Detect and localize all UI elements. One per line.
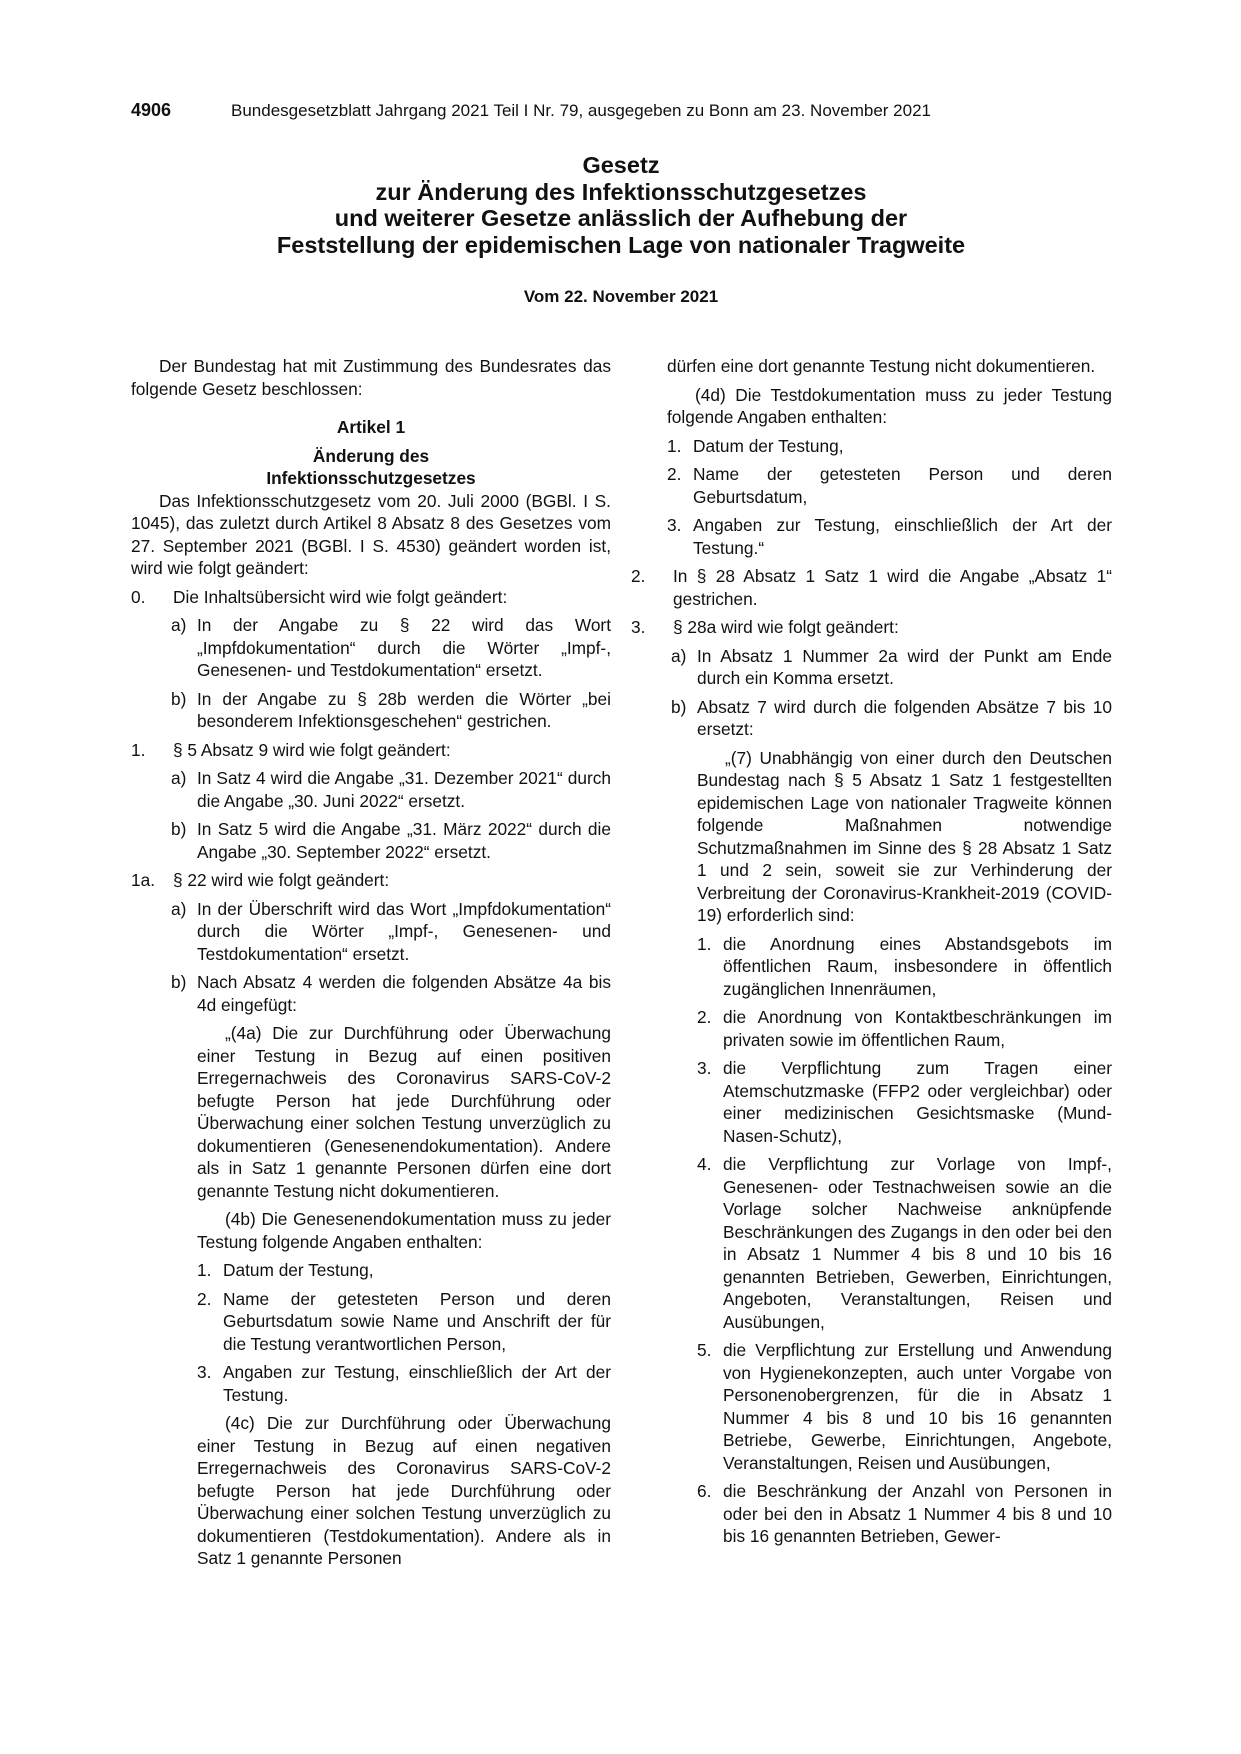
item-marker: 6. (697, 1481, 712, 1501)
item-marker: 0. (131, 586, 146, 607)
item-marker: 2. (631, 566, 646, 586)
title-line-1: Gesetz (582, 152, 660, 178)
item-marker: 3. (667, 515, 682, 535)
page-number: 4906 (131, 100, 172, 120)
item-marker: 3. (631, 617, 646, 637)
item-text: In der Überschrift wird das Wort „Impfdokumentation“ durch die Wörter „Impf-, Genesenen- und Testdokumentation“ ersetzt. (197, 898, 611, 964)
list-item (697, 1153, 1112, 1333)
running-header (131, 100, 1011, 124)
item-marker: b) (171, 819, 187, 839)
law-title (131, 152, 1111, 258)
left-column (131, 355, 611, 1576)
item-text: Name der getesteten Person und deren Geburtsdatum sowie Name und Anschrift der für die Testung verantwortlichen Person, (223, 1288, 611, 1354)
list-item (171, 688, 611, 733)
item-text: die Verpflichtung zur Erstellung und Anwendung von Hygienekonzepten, auch unter Vorgabe von Personenobergrenzen, für die in Absatz 1 Nummer 4 bis 8 und 10 bis 16 genannten Betriebe, Gewerbe, Einrichtungen, Angebote, Veranstaltungen, Reisen und Ausübungen, (723, 1340, 1112, 1473)
item-marker: a) (171, 898, 187, 919)
list-item (131, 869, 611, 892)
list-item (171, 614, 611, 682)
item-marker: 1a. (131, 870, 156, 890)
list-item (131, 739, 611, 762)
item-text: In Satz 5 wird die Angabe „31. März 2022“ durch die Angabe „30. September 2022“ ersetzt. (197, 819, 611, 862)
item-marker: b) (671, 696, 687, 717)
list-item (697, 1006, 1112, 1051)
item-text: § 5 Absatz 9 wird wie folgt geändert: (173, 739, 451, 760)
item-marker: 3. (697, 1058, 712, 1078)
list-item (631, 565, 1112, 610)
item-text: Name der getesteten Person und deren Geburtsdatum, (693, 464, 1112, 507)
item-marker: 2. (197, 1288, 212, 1309)
item-text: die Verpflichtung zur Vorlage von Impf-, Genesenen- oder Testnachweisen sowie an die Vorlage solcher Nachweise anknüpfende Beschränkungen des Zugangs in den oder bei den in Absatz 1 Nummer 4 bis 8 und 10 bis 16 genannten Betrieben, Gewerben, Einrichtungen, Angeboten, Veranstaltungen, Reisen und Ausübungen, (723, 1154, 1112, 1332)
list-item (697, 1339, 1112, 1474)
paragraph-4c: (4c) Die zur Durchführung oder Überwachung einer Testung in Bezug auf einen negativen Erregernachweis des Coronavirus SARS-CoV-2 befugte Person hat jede Durchführung oder Überwachung einer solchen Testung unverzüglich zu dokumentieren (Testdokumentation). Andere als in Satz 1 genannte Personen (197, 1413, 611, 1568)
list-item (697, 1480, 1112, 1548)
paragraph-4d: (4d) Die Testdokumentation muss zu jeder Testung folgende Angaben enthalten: (667, 384, 1112, 427)
item-marker: 3. (197, 1362, 212, 1382)
item-marker: 1. (197, 1260, 212, 1280)
paragraph-4a: „(4a) Die zur Durchführung oder Überwachung einer Testung in Bezug auf einen positiven Erregernachweis des Coronavirus SARS-CoV-2 befugte Person hat jede Durchführung oder Überwachung einer solchen Testung unverzüglich zu dokumentieren (Genesenendokumentation). Andere als in Satz 1 genannte Personen dürfen eine dort genannte Testung nicht dokumentieren. (197, 1023, 611, 1201)
item-text: In der Angabe zu § 28b werden die Wörter „bei besonderem Infektionsgeschehen“ gestrichen. (197, 688, 611, 731)
item-text: Angaben zur Testung, einschließlich der Art der Testung.“ (693, 515, 1112, 558)
list-item (171, 818, 611, 863)
item-text: Die Inhaltsübersicht wird wie folgt geändert: (173, 586, 508, 607)
item-marker: 1. (131, 739, 146, 760)
title-line-2: zur Änderung des Infektionsschutzgesetzes (375, 178, 867, 205)
item-marker: a) (171, 768, 187, 788)
article-title-line-2: Infektionsschutzgesetzes (266, 468, 476, 488)
item-text: die Anordnung von Kontaktbeschränkungen im privaten sowie im öffentlichen Raum, (723, 1007, 1112, 1050)
item-marker: 2. (697, 1007, 712, 1027)
list-item (631, 616, 1112, 639)
item-text: Nach Absatz 4 werden die folgenden Absätze 4a bis 4d eingefügt: (197, 972, 611, 1015)
title-line-3: und weiterer Gesetze anlässlich der Aufhebung der (334, 205, 908, 231)
list-item (197, 1259, 611, 1282)
list-item (171, 898, 611, 966)
continued-text: dürfen eine dort genannte Testung nicht dokumentieren. (667, 356, 1096, 376)
item-marker: 2. (667, 464, 682, 484)
article-heading: Artikel 1 (336, 417, 406, 437)
paragraph-4b: (4b) Die Genesenendokumentation muss zu jeder Testung folgende Angaben enthalten: (197, 1209, 611, 1252)
item-text: Angaben zur Testung, einschließlich der Art der Testung. (223, 1362, 611, 1405)
item-text: die Anordnung eines Abstandsgebots im öffentlichen Raum, insbesondere in öffentlich zugänglichen Innenräumen, (723, 933, 1112, 999)
list-item (667, 435, 1112, 458)
list-item (697, 1057, 1112, 1147)
law-date: Vom 22. November 2021 (523, 287, 719, 306)
item-text: § 28a wird wie folgt geändert: (673, 617, 899, 637)
list-item (171, 767, 611, 812)
item-text: Absatz 7 wird durch die folgenden Absätze 7 bis 10 ersetzt: (697, 696, 1112, 739)
item-text: In Satz 4 wird die Angabe „31. Dezember 2021“ durch die Angabe „30. Juni 2022“ ersetzt. (197, 768, 611, 811)
item-text: In § 28 Absatz 1 Satz 1 wird die Angabe „Absatz 1“ gestrichen. (673, 566, 1112, 609)
item-marker: a) (671, 645, 687, 666)
item-marker: 1. (697, 933, 712, 954)
list-item (671, 696, 1112, 741)
list-item (197, 1288, 611, 1356)
article-text: Das Infektionsschutzgesetz vom 20. Juli 2000 (BGBl. I S. 1045), das zuletzt durch Artikel 8 Absatz 8 des Gesetzes vom 27. September 2021 (BGBl. I S. 4530) geändert worden ist, wird wie folgt geändert: (131, 490, 611, 578)
item-marker: 4. (697, 1154, 712, 1174)
item-text: Datum der Testung, (693, 435, 844, 456)
item-text: In Absatz 1 Nummer 2a wird der Punkt am Ende durch ein Komma ersetzt. (697, 645, 1112, 688)
article-title-line-1: Änderung des (312, 445, 430, 466)
list-item (197, 1361, 611, 1406)
item-text: § 22 wird wie folgt geändert: (173, 870, 390, 890)
right-column (631, 355, 1112, 1554)
title-line-4: Feststellung der epidemischen Lage von nationaler Tragweite (276, 231, 966, 258)
list-item (667, 463, 1112, 508)
item-marker: a) (171, 615, 187, 635)
intro-paragraph: Der Bundestag hat mit Zustimmung des Bundesrates das folgende Gesetz beschlossen: (131, 356, 611, 399)
item-marker: b) (171, 972, 187, 992)
paragraph-7: „(7) Unabhängig von einer durch den Deutschen Bundestag nach § 5 Absatz 1 Satz 1 festgestellten epidemischen Lage von nationaler Tragweite können folgende Maßnahmen notwendige Schutzmaßnahmen im Sinne des § 28 Absatz 1 Satz 1 und 2 sein, soweit sie zur Verhinderung der Verbreitung der Coronavirus-Krankheit-2019 (COVID-19) erforderlich sind: (697, 747, 1112, 925)
list-item (171, 971, 611, 1016)
item-text: die Beschränkung der Anzahl von Personen in oder bei den in Absatz 1 Nummer 4 bis 8 und 10 bis 16 genannten Betrieben, Gewer- (723, 1481, 1112, 1546)
item-text: die Verpflichtung zum Tragen einer Atemschutzmaske (FFP2 oder vergleichbar) oder einer medizinischen Gesichtsmaske (Mund-Nasen-Schutz), (723, 1058, 1112, 1146)
publication-line: Bundesgesetzblatt Jahrgang 2021 Teil I Nr. 79, ausgegeben zu Bonn am 23. November 2021 (231, 101, 931, 120)
item-marker: 5. (697, 1340, 712, 1360)
list-item (131, 586, 611, 609)
item-text: In der Angabe zu § 22 wird das Wort „Impfdokumentation“ durch die Wörter „Impf-, Genesenen- und Testdokumentation“ ersetzt. (197, 615, 611, 680)
list-item (697, 933, 1112, 1001)
item-marker: 1. (667, 435, 682, 456)
list-item (671, 645, 1112, 690)
list-item (667, 514, 1112, 559)
item-text: Datum der Testung, (223, 1260, 374, 1280)
item-marker: b) (171, 688, 187, 709)
